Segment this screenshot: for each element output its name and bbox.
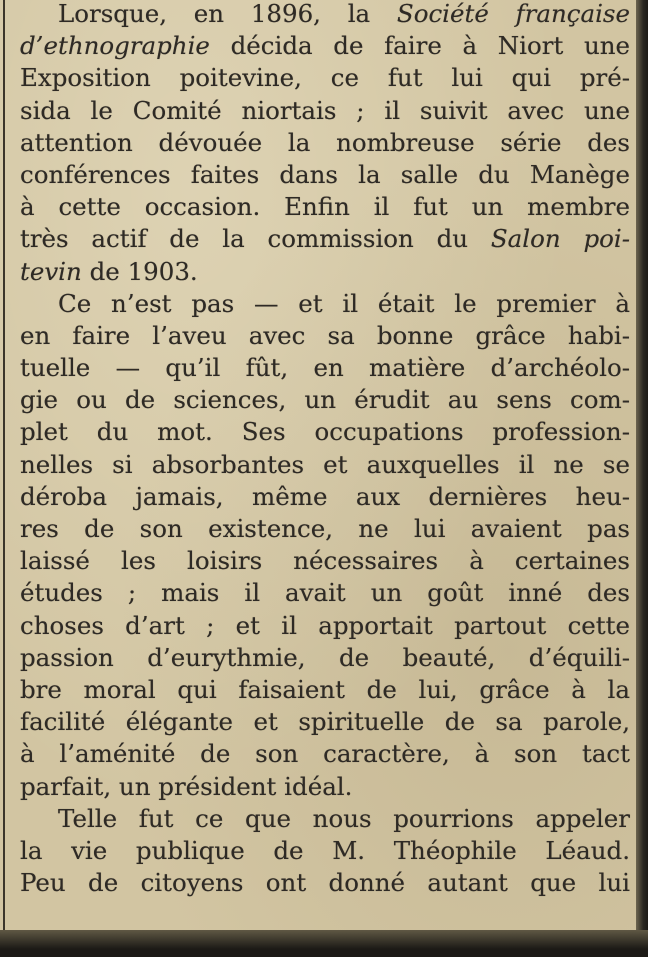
text-segment: res de son existence, ne lui avaient pas (20, 514, 630, 543)
italic-text: Société française (396, 0, 630, 28)
text-line (20, 0, 630, 30)
text-segment: attention dévouée la nombreuse série des (20, 127, 630, 157)
text-line (20, 674, 630, 706)
text-segment: à l’aménité de son caractère, à son tact (20, 739, 630, 769)
text-segment: déroba jamais, même aux dernières heu- (20, 481, 630, 511)
paragraph (20, 288, 630, 803)
text-segment: à cette occasion. Enfin il fut un membre (20, 192, 630, 222)
text-segment: choses d’art ; et il apportait partout cette (20, 610, 630, 640)
text-line (20, 706, 630, 738)
text-segment: nelles si absorbantes et auxquelles il ne se (20, 449, 630, 479)
text-segment: Telle fut ce que nous pourrions appeler (58, 803, 630, 833)
text-segment: laissé les loisirs nécessaires à certaines (20, 546, 630, 576)
text-line (20, 610, 630, 642)
text-line (20, 288, 630, 320)
italic-text: Salon poi- (490, 224, 630, 254)
italic-text: d’ethnographie (20, 31, 210, 61)
text-line (20, 62, 630, 94)
text-line (20, 223, 630, 255)
text-line (20, 867, 630, 899)
text-segment: études ; mais il avait un goût inné des (20, 578, 630, 608)
text-segment: la vie publique de M. Théophile Léaud. (20, 835, 630, 865)
text-line (20, 577, 630, 609)
scan-edge-bottom (0, 930, 648, 957)
paragraph (20, 803, 630, 900)
text-line (20, 545, 630, 577)
text-segment: parfait, un président idéal. (20, 771, 353, 801)
text-segment: Ce n’est pas — et il était le premier à (58, 288, 630, 318)
text-segment: plet du mot. Ses occupations profession- (20, 417, 630, 447)
text-segment: sida le Comité niortais ; il suivit avec une (20, 95, 630, 125)
text-line (20, 771, 630, 803)
text-segment: Lorsque, en 1896, la (58, 0, 397, 28)
text-segment: décida de faire à Niort une (209, 31, 630, 61)
text-line (20, 416, 630, 448)
text-line (20, 191, 630, 223)
text-line (20, 803, 630, 835)
article-text (20, 0, 630, 899)
text-line (20, 30, 630, 62)
text-line (20, 449, 630, 481)
text-segment: bre moral qui faisaient de lui, grâce à la (20, 674, 630, 704)
text-segment: passion d’eurythmie, de beauté, d’équili- (20, 642, 630, 672)
text-segment: conférences faites dans la salle du Manège (20, 159, 630, 189)
paragraph (20, 0, 630, 288)
text-line (20, 513, 630, 545)
italic-text: tevin (20, 256, 82, 286)
text-line (20, 352, 630, 384)
text-segment: facilité élégante et spirituelle de sa parole, (20, 707, 630, 737)
text-line (20, 384, 630, 416)
text-segment: tuelle — qu’il fût, en matière d’archéolo- (20, 353, 630, 383)
text-line (20, 738, 630, 770)
column-rule (3, 0, 5, 930)
text-line (20, 320, 630, 352)
text-segment: de 1903. (81, 256, 198, 286)
text-line (20, 95, 630, 127)
text-line (20, 127, 630, 159)
text-segment: Exposition poitevine, ce fut lui qui pré- (20, 63, 630, 93)
scan-edge-right (636, 0, 648, 957)
text-segment: très actif de la commission du (20, 224, 491, 254)
text-segment: en faire l’aveu avec sa bonne grâce habi- (20, 320, 630, 350)
text-segment: Peu de citoyens ont donné autant que lui (20, 868, 630, 898)
text-segment: gie ou de sciences, un érudit au sens com- (20, 385, 630, 415)
text-line (20, 835, 630, 867)
text-line (20, 481, 630, 513)
text-line (20, 159, 630, 191)
text-line (20, 256, 630, 288)
text-line (20, 642, 630, 674)
